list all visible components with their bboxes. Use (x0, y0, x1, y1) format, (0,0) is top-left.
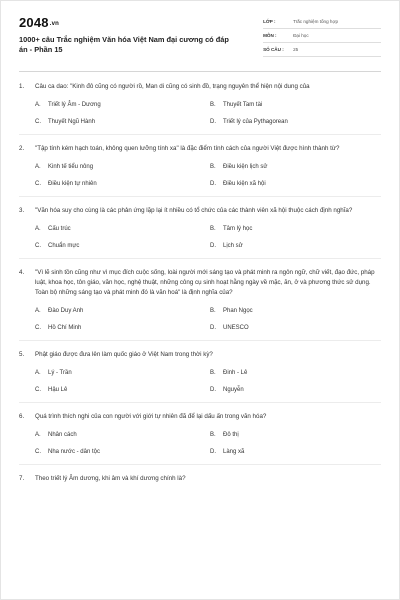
answer-option[interactable] (210, 368, 385, 378)
answer-option[interactable] (210, 241, 385, 251)
option-letter: A. (35, 308, 41, 314)
meta-row-subject (263, 29, 381, 43)
option-text: Đô thị (223, 432, 239, 438)
meta-value: Trắc nghiệm tổng hợp (293, 19, 339, 24)
question-number: 3. (19, 207, 25, 214)
question-stem (19, 412, 381, 422)
answer-option[interactable] (210, 306, 385, 316)
question-text: Câu ca dao: "Kinh đô cũng có người rồ, Man di cũng có sinh đồ, trạng nguyên thể hiện nội dung của (35, 83, 310, 90)
answer-option[interactable] (35, 385, 210, 395)
answer-option[interactable] (210, 224, 385, 234)
option-text: Nhân cách (48, 432, 77, 438)
question-divider (19, 258, 381, 259)
option-text: Triết lý của Pythagorean (223, 119, 288, 125)
question-divider (19, 464, 381, 465)
option-letter: A. (35, 226, 41, 232)
option-letter: C. (35, 449, 41, 455)
option-letter: B. (210, 226, 216, 232)
question-item (19, 206, 381, 259)
option-text: UNESCO (223, 325, 249, 331)
answer-option[interactable] (35, 241, 210, 251)
answer-option[interactable] (210, 179, 385, 189)
question-text: Phật giáo được đưa lên làm quốc giáo ở Việt Nam trong thời kỳ? (35, 351, 213, 358)
answer-option[interactable] (35, 224, 210, 234)
answer-option[interactable] (35, 447, 210, 457)
option-letter: C. (35, 181, 41, 187)
question-number: 2. (19, 145, 25, 152)
option-text: Cấu trúc (48, 226, 71, 232)
option-text: Điều kiện lịch sử (223, 164, 268, 170)
answer-options (19, 306, 381, 333)
option-letter: D. (210, 119, 216, 125)
question-stem (19, 82, 381, 92)
answer-option[interactable] (35, 117, 210, 127)
option-letter: A. (35, 370, 41, 376)
option-letter: B. (210, 432, 216, 438)
option-letter: D. (210, 449, 216, 455)
option-text: Hồ Chí Minh (48, 325, 82, 331)
option-text: Hậu Lê (48, 387, 68, 393)
option-text: Điều kiện xã hội (223, 181, 266, 187)
meta-label: SỐ CÂU : (263, 47, 284, 52)
option-letter: B. (210, 102, 216, 108)
question-stem (19, 474, 381, 484)
option-letter: C. (35, 243, 41, 249)
option-text: Đinh - Lê (223, 370, 248, 376)
question-text: Theo triết lý Âm dương, khi âm và khí dương chính là? (35, 475, 186, 482)
answer-option[interactable] (210, 447, 385, 457)
answer-options (19, 224, 381, 251)
option-letter: C. (35, 325, 41, 331)
document-header (1, 1, 399, 65)
header-left (19, 15, 245, 65)
document-meta (263, 15, 381, 65)
question-text: "Văn hóa suy cho cùng là các phản ứng lặp lại ít nhiều có tổ chức của các thành viên xã hội thuộc cách định nghĩa? (35, 207, 353, 214)
document-title: 1000+ câu Trắc nghiệm Văn hóa Việt Nam đại cương có đáp án - Phần 15 (19, 35, 229, 54)
option-letter: C. (35, 387, 41, 393)
option-text: Thuyết Tam tài (223, 102, 263, 108)
option-text: Thuyết Ngũ Hành (48, 119, 96, 125)
option-text: Lý - Trần (48, 370, 72, 376)
question-list (1, 72, 399, 484)
question-number: 6. (19, 413, 25, 420)
answer-option[interactable] (210, 162, 385, 172)
question-item (19, 412, 381, 465)
answer-option[interactable] (210, 430, 385, 440)
question-text: "Vì lẽ sinh tồn cũng như vì mục đích cuộc sống, loài người mới sáng tạo và phát minh ra ngôn ngữ, chữ viết, đạo đức, pháp luật, khoa học, tôn giáo, văn học, nghệ thuật, những công cụ sinh hoạt hằng ngày về mặc, ăn, ở và phương thức sử dụng. Toàn bộ những sáng tạo và phát minh đó là văn hoá" là định nghĩa của? (35, 269, 375, 296)
question-item (19, 82, 381, 135)
option-text: Triết lý Âm - Dương (48, 102, 101, 108)
option-text: Nguyễn (223, 387, 244, 393)
option-letter: A. (35, 102, 41, 108)
question-item (19, 474, 381, 484)
option-letter: D. (210, 387, 216, 393)
question-item (19, 268, 381, 341)
option-text: Tâm lý học (223, 226, 253, 232)
answer-option[interactable] (210, 117, 385, 127)
question-stem (19, 144, 381, 154)
option-letter: B. (210, 370, 216, 376)
option-text: Nha nước - dân tộc (48, 449, 100, 455)
question-divider (19, 134, 381, 135)
question-text: Quá trình thích nghi của con người với giới tự nhiên đã để lại dấu ấn trong văn hóa? (35, 413, 267, 420)
option-text: Làng xã (223, 449, 245, 455)
option-letter: A. (35, 432, 41, 438)
option-text: Kinh tế tiểu nông (48, 164, 94, 170)
answer-options (19, 368, 381, 395)
answer-option[interactable] (35, 179, 210, 189)
question-text: "Tập tính kém hạch toán, không quen lưỡng tính xa" là đặc điểm tính cách của người Việt được hình thành từ? (35, 145, 340, 152)
option-text: Phan Ngọc (223, 308, 253, 314)
question-divider (19, 340, 381, 341)
option-letter: A. (35, 164, 41, 170)
question-number: 1. (19, 83, 25, 90)
question-stem (19, 350, 381, 360)
option-letter: D. (210, 325, 216, 331)
question-number: 7. (19, 475, 25, 482)
meta-value: Đại học (293, 33, 309, 38)
answer-option[interactable] (35, 368, 210, 378)
option-text: Chuẩn mực (48, 243, 80, 249)
question-stem (19, 206, 381, 216)
option-text: Lịch sử (223, 243, 243, 249)
question-divider (19, 402, 381, 403)
answer-option[interactable] (210, 100, 385, 110)
question-item (19, 144, 381, 197)
answer-option[interactable] (35, 430, 210, 440)
answer-options (19, 100, 381, 127)
option-letter: D. (210, 181, 216, 187)
answer-option[interactable] (35, 306, 210, 316)
option-letter: D. (210, 243, 216, 249)
option-letter: C. (35, 119, 41, 125)
answer-option[interactable] (35, 100, 210, 110)
meta-row-class (263, 15, 381, 29)
question-number: 4. (19, 269, 25, 276)
answer-option[interactable] (210, 323, 385, 333)
question-stem (19, 268, 381, 298)
option-text: Đào Duy Anh (48, 308, 84, 314)
meta-label: LỚP : (263, 19, 276, 24)
logo-suffix: .vn (49, 20, 60, 27)
meta-row-count (263, 43, 381, 57)
question-number: 5. (19, 351, 25, 358)
site-logo[interactable] (19, 15, 245, 31)
answer-option[interactable] (35, 323, 210, 333)
answer-options (19, 430, 381, 457)
option-letter: B. (210, 164, 216, 170)
answer-option[interactable] (35, 162, 210, 172)
option-text: Điều kiện tự nhiên (48, 181, 97, 187)
meta-value: 25 (293, 47, 299, 52)
question-divider (19, 196, 381, 197)
answer-options (19, 162, 381, 189)
question-item (19, 350, 381, 403)
meta-label: MÔN : (263, 33, 277, 38)
logo-main: 2048 (19, 15, 49, 30)
option-letter: B. (210, 308, 216, 314)
answer-option[interactable] (210, 385, 385, 395)
